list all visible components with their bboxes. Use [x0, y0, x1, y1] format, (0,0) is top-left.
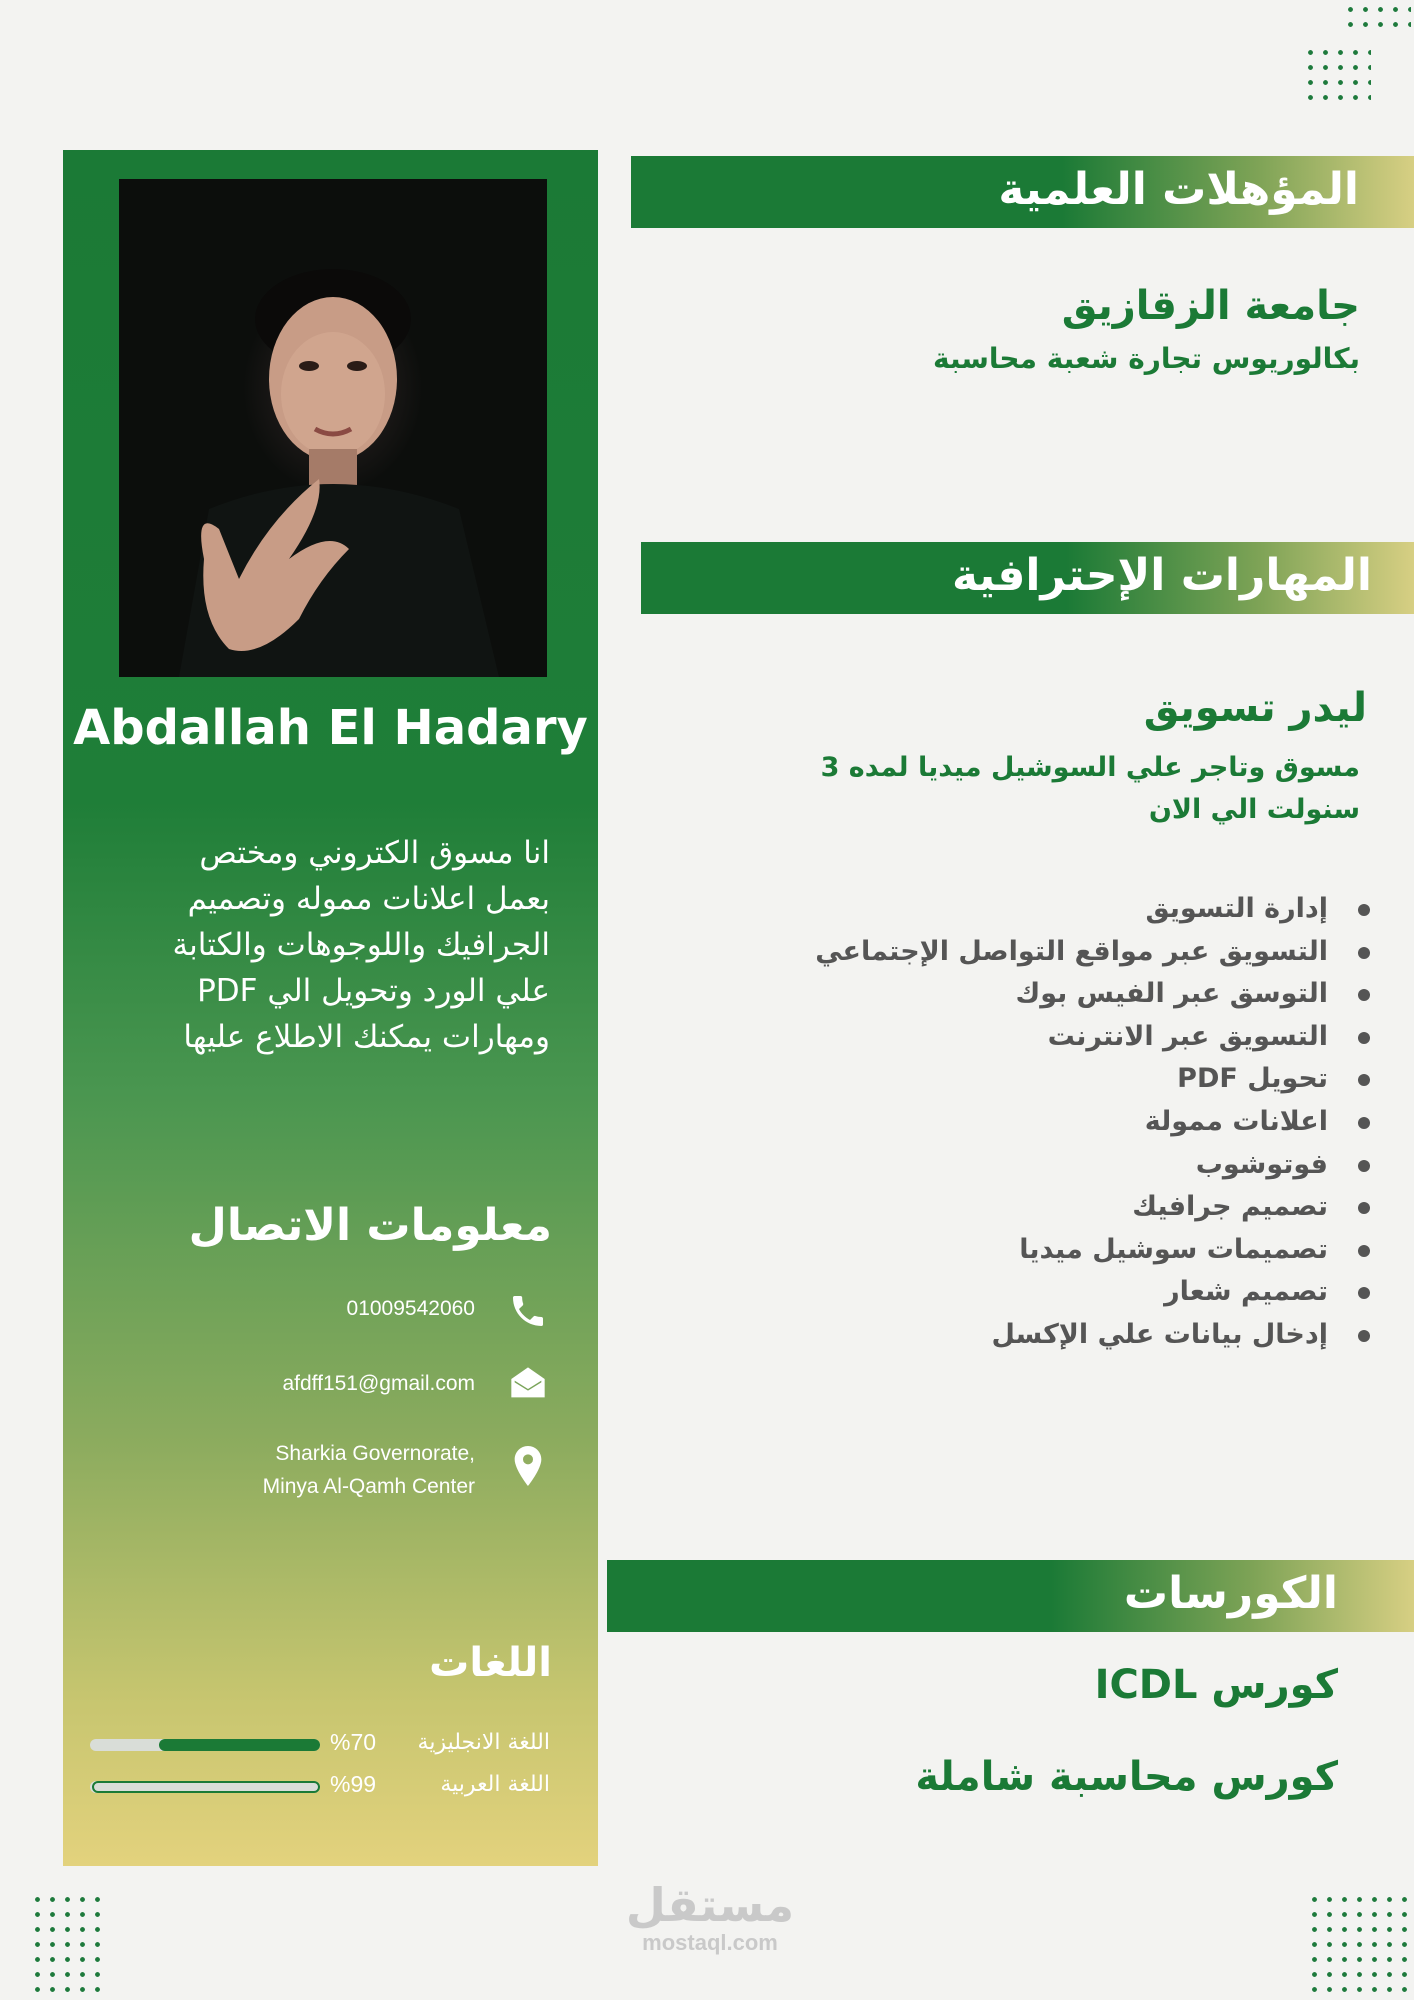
- watermark-logo-text: مستقل: [625, 1878, 795, 1932]
- about-text: [130, 830, 550, 1060]
- address-line: Sharkia Governorate,: [275, 1442, 475, 1465]
- decorative-dots-top-right: [1343, 2, 1411, 36]
- envelope-icon: [508, 1364, 548, 1404]
- skills-title: المهارات الإحترافية: [951, 550, 1372, 601]
- decorative-dots-top-right-lower: [1303, 45, 1371, 105]
- about-line: انا مسوق الكتروني ومختص: [199, 835, 550, 871]
- role-title: ليدر تسويق: [1143, 685, 1367, 731]
- list-item: إدارة التسويق: [700, 888, 1370, 931]
- about-line: علي الورد وتحويل الي PDF: [197, 973, 550, 1009]
- list-item: التوسق عبر الفيس بوك: [700, 973, 1370, 1016]
- school-name: جامعة الزقازيق: [1061, 283, 1360, 329]
- about-line: ومهارات يمكنك الاطلاع عليها: [183, 1019, 550, 1055]
- phone-text: 01009542060: [346, 1297, 475, 1320]
- course-item: كورس محاسبة شاملة: [915, 1754, 1338, 1800]
- decorative-dots-bottom-right: [1307, 1892, 1412, 1997]
- skills-list: [700, 888, 1370, 1357]
- contact-title: معلومات الاتصال: [188, 1200, 552, 1251]
- education-section-header: [631, 156, 1414, 228]
- email-text: afdff151@gmail.com: [282, 1372, 475, 1395]
- profile-photo: [119, 179, 547, 677]
- education-title: المؤهلات العلمية: [998, 164, 1359, 215]
- contact-phone[interactable]: [250, 1297, 475, 1321]
- contact-email[interactable]: [225, 1372, 475, 1396]
- language-progress-bar: [90, 1781, 320, 1793]
- location-pin-icon: [508, 1444, 548, 1484]
- watermark-url: mostaql.com: [642, 1930, 778, 1955]
- language-name: اللغة العربية: [440, 1772, 550, 1797]
- profile-name: Abdallah El Hadary: [73, 700, 588, 756]
- decorative-dots-bottom-left: [30, 1892, 105, 1997]
- list-item: تصميم شعار: [700, 1271, 1370, 1314]
- course-item: كورس ICDL: [1094, 1662, 1338, 1708]
- address-line: Minya Al-Qamh Center: [262, 1475, 475, 1498]
- language-progress-bar: [90, 1739, 320, 1751]
- list-item: التسويق عبر الانترنت: [700, 1016, 1370, 1059]
- about-line: بعمل اعلانات مموله وتصميم: [187, 881, 550, 917]
- languages-title: اللغات: [429, 1640, 552, 1686]
- experience-line: مسوق وتاجر علي السوشيل ميديا لمده 3: [820, 752, 1360, 783]
- phone-icon: [508, 1291, 548, 1331]
- language-percent: %70: [330, 1729, 377, 1755]
- language-percent: %99: [330, 1771, 377, 1797]
- list-item: اعلانات ممولة: [700, 1101, 1370, 1144]
- about-line: الجرافيك واللوجوهات والكتابة: [172, 927, 550, 963]
- experience-text: [700, 747, 1360, 831]
- list-item: التسويق عبر مواقع التواصل الإجتماعي: [700, 931, 1370, 974]
- language-name: اللغة الانجليزية: [417, 1730, 550, 1755]
- courses-section-header: [607, 1560, 1414, 1632]
- profile-photo-illustration: [119, 179, 547, 677]
- courses-title: الكورسات: [1123, 1568, 1338, 1619]
- language-progress-fill: [159, 1739, 320, 1751]
- watermark: [560, 1880, 860, 1956]
- skills-section-header: [641, 542, 1414, 614]
- list-item: إدخال بيانات علي الإكسل: [700, 1314, 1370, 1357]
- list-item: تصميم جرافيك: [700, 1186, 1370, 1229]
- experience-line: سنولت الي الان: [1148, 794, 1360, 825]
- list-item: فوتوشوب: [700, 1144, 1370, 1187]
- list-item: تحويل PDF: [700, 1058, 1370, 1101]
- language-progress-fill: [92, 1781, 320, 1793]
- degree-text: بكالوريوس تجارة شعبة محاسبة: [932, 342, 1360, 375]
- contact-address: [200, 1437, 475, 1503]
- list-item: تصميمات سوشيل ميديا: [700, 1229, 1370, 1272]
